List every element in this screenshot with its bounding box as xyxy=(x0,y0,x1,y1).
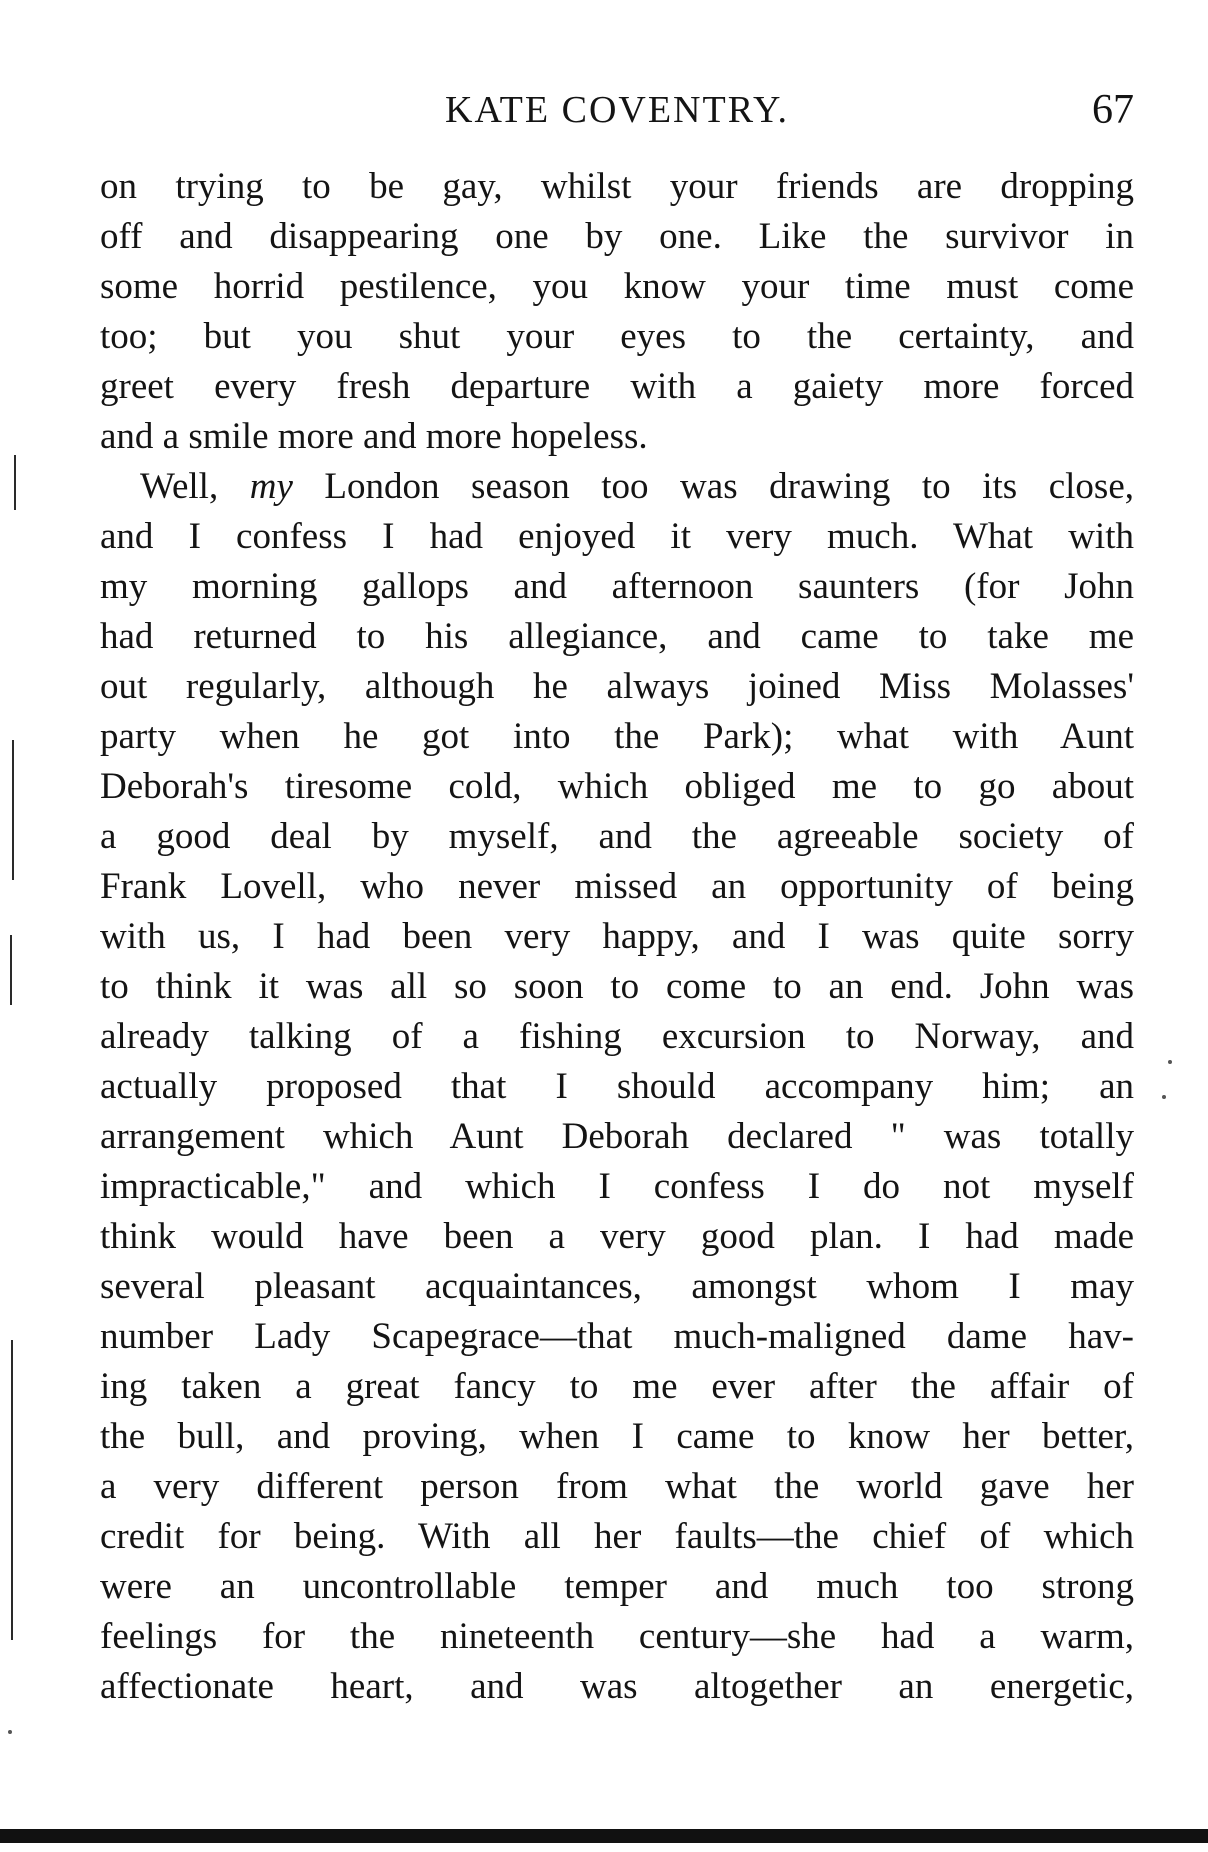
text-line: ing taken a great fancy to me ever after the affair of xyxy=(100,1366,1134,1407)
text-line: arrangement which Aunt Deborah declared " was totally xyxy=(100,1116,1134,1157)
text-line: too; but you shut your eyes to the certainty, and xyxy=(100,316,1134,357)
text-line: think would have been a very good plan. I had made xyxy=(100,1216,1134,1257)
text-line: greet every fresh departure with a gaiety more forced xyxy=(100,366,1134,407)
text-line: several pleasant acquaintances, amongst whom I may xyxy=(100,1266,1134,1307)
text-line: number Lady Scapegrace—that much-maligned dame hav- xyxy=(100,1316,1134,1357)
running-title: KATE COVENTRY. xyxy=(445,89,789,131)
text-line: with us, I had been very happy, and I was quite sorry xyxy=(100,916,1134,957)
bottom-scan-border xyxy=(0,1829,1208,1843)
text-line: had returned to his allegiance, and came to take me xyxy=(100,616,1134,657)
page-header xyxy=(100,80,1134,140)
body-text xyxy=(100,162,1134,1712)
text-line: impracticable," and which I confess I do not myself xyxy=(100,1166,1134,1207)
text-line: the bull, and proving, when I came to know her better, xyxy=(100,1416,1134,1457)
text-line: Deborah's tiresome cold, which obliged me to go about xyxy=(100,766,1134,807)
text-line: a good deal by myself, and the agreeable society of xyxy=(100,816,1134,857)
text-line: already talking of a fishing excursion to Norway, and xyxy=(100,1016,1134,1057)
text-line: and I confess I had enjoyed it very much. What with xyxy=(100,516,1134,557)
text-line: to think it was all so soon to come to an end. John was xyxy=(100,966,1134,1007)
text-line: a very different person from what the world gave her xyxy=(100,1466,1134,1507)
scan-gutter-mark xyxy=(12,740,14,880)
text-line: off and disappearing one by one. Like the survivor in xyxy=(100,216,1134,257)
text-segment: Well, xyxy=(140,466,250,507)
text-line: credit for being. With all her faults—the chief of which xyxy=(100,1516,1134,1557)
text-line: Frank Lovell, who never missed an opportunity of being xyxy=(100,866,1134,907)
scan-gutter-mark xyxy=(14,455,16,510)
paragraph-first-line xyxy=(100,462,1134,512)
scan-gutter-mark xyxy=(10,935,12,1005)
text-line: affectionate heart, and was altogether an energetic, xyxy=(100,1666,1134,1707)
scan-gutter-mark xyxy=(11,1340,13,1640)
text-line: and a smile more and more hopeless. xyxy=(100,416,648,457)
text-line: my morning gallops and afternoon saunters (for John xyxy=(100,566,1134,607)
text-line: actually proposed that I should accompany him; an xyxy=(100,1066,1134,1107)
text-segment: London season too was drawing to its close, xyxy=(292,466,1134,507)
italic-word: my xyxy=(249,466,293,507)
scan-speck xyxy=(8,1730,12,1734)
text-line: feelings for the nineteenth century—she had a warm, xyxy=(100,1616,1134,1657)
scan-speck xyxy=(1168,1060,1172,1064)
text-line: were an uncontrollable temper and much too strong xyxy=(100,1566,1134,1607)
page-number: 67 xyxy=(1092,87,1134,133)
text-line: on trying to be gay, whilst your friends are dropping xyxy=(100,166,1134,207)
text-line: some horrid pestilence, you know your time must come xyxy=(100,266,1134,307)
text-line: party when he got into the Park); what with Aunt xyxy=(100,716,1134,757)
text-line: out regularly, although he always joined Miss Molasses' xyxy=(100,666,1134,707)
scan-speck xyxy=(1162,1095,1166,1099)
